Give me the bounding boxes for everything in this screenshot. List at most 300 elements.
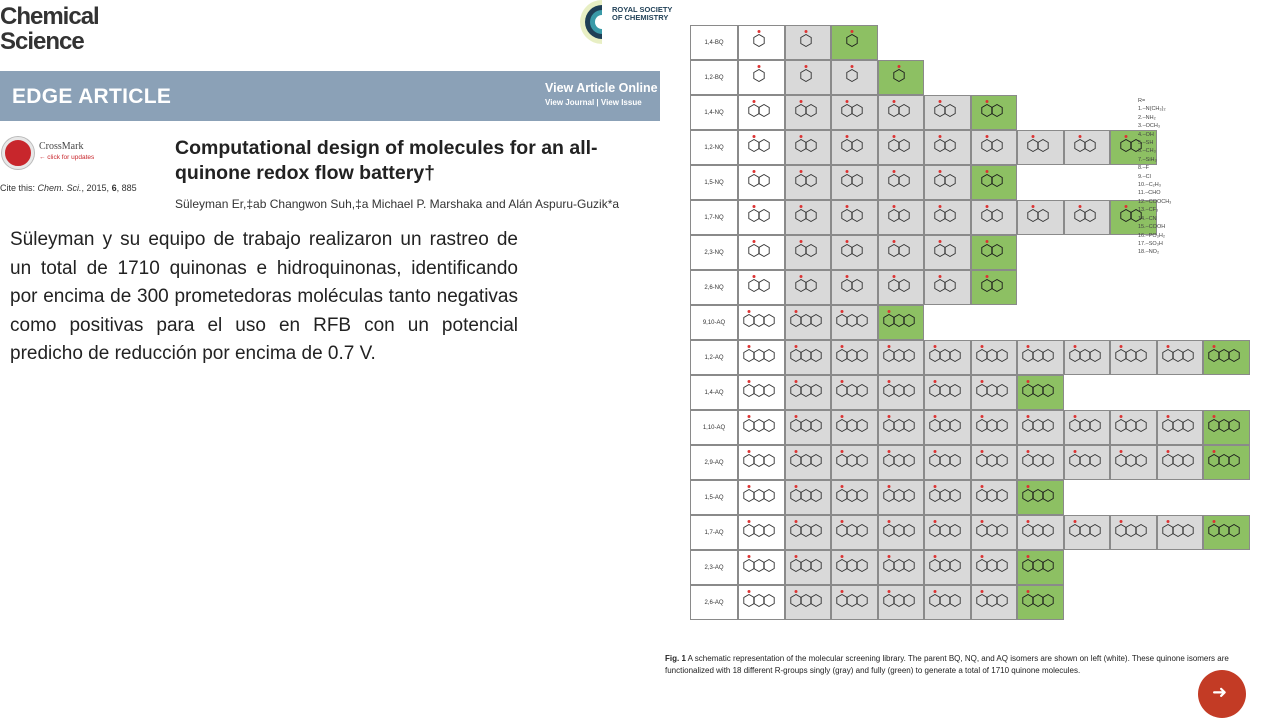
parent-molecule-cell — [738, 305, 785, 340]
molecule-structure-icon — [977, 273, 1011, 302]
molecule-structure-icon — [1018, 553, 1062, 582]
row-label: 2,6-AQ — [690, 585, 738, 620]
molecule-structure-icon — [786, 308, 830, 337]
molecule-structure-icon — [1065, 413, 1109, 442]
molecule-structure-icon — [977, 133, 1011, 162]
r-group-item: 9.–Cl — [1138, 173, 1151, 180]
single-substituted-cell — [924, 235, 971, 270]
crossmark-name: CrossMark — [39, 141, 84, 152]
molecule-structure-icon — [930, 273, 964, 302]
molecule-structure-icon — [1018, 588, 1062, 617]
molecule-structure-icon — [837, 238, 871, 267]
parent-molecule-cell — [738, 515, 785, 550]
single-substituted-cell — [1064, 515, 1111, 550]
single-substituted-cell — [831, 375, 878, 410]
row-label: 2,9-AQ — [690, 445, 738, 480]
single-substituted-cell — [785, 235, 832, 270]
parent-molecule-cell — [738, 165, 785, 200]
single-substituted-cell — [971, 480, 1018, 515]
molecule-structure-icon — [791, 238, 825, 267]
molecule-structure-icon — [786, 343, 830, 372]
single-substituted-cell — [785, 130, 832, 165]
molecule-structure-icon — [1204, 413, 1248, 442]
citation — [0, 183, 137, 193]
single-substituted-cell — [924, 340, 971, 375]
row-label: 1,5-NQ — [690, 165, 738, 200]
fully-substituted-cell — [1203, 445, 1250, 480]
r-group-item: 13.–CF₃ — [1138, 207, 1159, 214]
molecule-structure-icon — [739, 413, 783, 442]
molecule-structure-icon — [925, 483, 969, 512]
molecule-structure-icon — [1023, 133, 1057, 162]
fully-substituted-cell — [1203, 410, 1250, 445]
single-substituted-cell — [785, 95, 832, 130]
molecule-structure-icon — [925, 518, 969, 547]
crossmark-badge[interactable] — [2, 137, 112, 173]
molecule-structure-icon — [1018, 483, 1062, 512]
molecule-structure-icon — [786, 448, 830, 477]
molecule-structure-icon — [1158, 343, 1202, 372]
fully-substituted-cell — [971, 270, 1018, 305]
single-substituted-cell — [1017, 515, 1064, 550]
view-journal-issue-links[interactable]: View Journal | View Issue — [545, 98, 642, 107]
molecule-structure-icon — [930, 168, 964, 197]
molecule-structure-icon — [879, 483, 923, 512]
molecule-structure-icon — [837, 203, 871, 232]
molecule-structure-icon — [925, 448, 969, 477]
molecule-structure-icon — [879, 448, 923, 477]
molecule-structure-icon — [832, 518, 876, 547]
molecule-structure-icon — [1018, 378, 1062, 407]
parent-molecule-cell — [738, 585, 785, 620]
row-label: 1,4-BQ — [690, 25, 738, 60]
row-label: 1,2-NQ — [690, 130, 738, 165]
molecule-structure-icon — [739, 588, 783, 617]
single-substituted-cell — [924, 165, 971, 200]
single-substituted-cell — [831, 515, 878, 550]
single-substituted-cell — [1017, 200, 1064, 235]
publisher-logo — [576, 0, 686, 52]
single-substituted-cell — [831, 165, 878, 200]
molecule-structure-icon — [884, 168, 918, 197]
molecule-structure-icon — [791, 203, 825, 232]
single-substituted-cell — [924, 270, 971, 305]
fully-substituted-cell — [1017, 375, 1064, 410]
single-substituted-cell — [924, 130, 971, 165]
molecule-structure-icon — [832, 308, 876, 337]
fully-substituted-cell — [878, 60, 925, 95]
single-substituted-cell — [878, 550, 925, 585]
molecule-structure-icon — [972, 553, 1016, 582]
single-substituted-cell — [785, 60, 832, 95]
single-substituted-cell — [971, 410, 1018, 445]
molecule-structure-icon — [744, 98, 778, 127]
row-label: 1,7-NQ — [690, 200, 738, 235]
single-substituted-cell — [1064, 410, 1111, 445]
r-group-item: 14.–CN — [1138, 215, 1157, 222]
journal-name-line1: Chemical — [0, 3, 99, 30]
single-substituted-cell — [971, 375, 1018, 410]
single-substituted-cell — [971, 445, 1018, 480]
single-substituted-cell — [924, 410, 971, 445]
parent-molecule-cell — [738, 235, 785, 270]
molecule-structure-icon — [889, 63, 913, 92]
single-substituted-cell — [831, 550, 878, 585]
molecule-structure-icon — [972, 378, 1016, 407]
row-label: 2,6-NQ — [690, 270, 738, 305]
molecule-structure-icon — [1204, 343, 1248, 372]
molecule-structure-icon — [832, 378, 876, 407]
molecule-structure-icon — [879, 588, 923, 617]
molecule-structure-icon — [1018, 413, 1062, 442]
molecule-structure-icon — [744, 168, 778, 197]
single-substituted-cell — [785, 270, 832, 305]
single-substituted-cell — [1064, 130, 1111, 165]
molecule-structure-icon — [1111, 413, 1155, 442]
r-group-item: 6.–CH₃ — [1138, 148, 1156, 155]
molecule-structure-icon — [1111, 448, 1155, 477]
single-substituted-cell — [785, 305, 832, 340]
single-substituted-cell — [924, 515, 971, 550]
crossmark-icon — [2, 137, 34, 169]
single-substituted-cell — [1157, 410, 1204, 445]
molecule-structure-icon — [925, 588, 969, 617]
parent-molecule-cell — [738, 340, 785, 375]
caption-label: Fig. 1 — [665, 654, 686, 663]
single-substituted-cell — [1064, 340, 1111, 375]
figure-caption — [665, 653, 1255, 677]
molecule-structure-icon — [930, 238, 964, 267]
single-substituted-cell — [1110, 445, 1157, 480]
single-substituted-cell — [971, 550, 1018, 585]
single-substituted-cell — [785, 585, 832, 620]
single-substituted-cell — [1110, 340, 1157, 375]
molecule-structure-icon — [786, 553, 830, 582]
single-substituted-cell — [924, 445, 971, 480]
fully-substituted-cell — [1203, 340, 1250, 375]
rsc-emblem-icon — [576, 0, 616, 52]
molecule-structure-icon — [930, 203, 964, 232]
molecule-structure-icon — [739, 448, 783, 477]
r-group-item: 17.–SO₃H — [1138, 240, 1163, 247]
single-substituted-cell — [785, 165, 832, 200]
molecule-structure-icon — [744, 133, 778, 162]
single-substituted-cell — [878, 165, 925, 200]
molecule-structure-icon — [1158, 413, 1202, 442]
molecule-structure-icon — [739, 308, 783, 337]
fully-substituted-cell — [1203, 515, 1250, 550]
single-substituted-cell — [971, 515, 1018, 550]
single-substituted-cell — [831, 200, 878, 235]
single-substituted-cell — [831, 585, 878, 620]
molecule-structure-icon — [1204, 518, 1248, 547]
single-substituted-cell — [785, 340, 832, 375]
fully-substituted-cell — [971, 235, 1018, 270]
single-substituted-cell — [1064, 200, 1111, 235]
molecule-structure-icon — [925, 378, 969, 407]
r-group-item: 11.–CHO — [1138, 190, 1161, 197]
molecule-structure-icon — [837, 98, 871, 127]
molecule-structure-icon — [930, 133, 964, 162]
row-label: 1,2-BQ — [690, 60, 738, 95]
single-substituted-cell — [878, 445, 925, 480]
molecule-structure-icon — [879, 343, 923, 372]
molecule-structure-icon — [925, 413, 969, 442]
molecule-structure-icon — [796, 28, 820, 57]
journal-name — [0, 4, 99, 54]
molecule-structure-icon — [791, 133, 825, 162]
single-substituted-cell — [831, 480, 878, 515]
r-group-item: 4.–OH — [1138, 131, 1154, 138]
article-type-banner — [0, 71, 660, 121]
molecule-structure-icon — [786, 588, 830, 617]
molecule-structure-icon — [1065, 448, 1109, 477]
single-substituted-cell — [878, 130, 925, 165]
parent-molecule-cell — [738, 550, 785, 585]
single-substituted-cell — [1157, 515, 1204, 550]
single-substituted-cell — [785, 25, 832, 60]
molecule-structure-icon — [837, 133, 871, 162]
molecule-structure-icon — [879, 413, 923, 442]
single-substituted-cell — [878, 340, 925, 375]
molecule-structure-icon — [786, 518, 830, 547]
single-substituted-cell — [785, 550, 832, 585]
molecule-structure-icon — [972, 448, 1016, 477]
molecule-structure-icon — [744, 203, 778, 232]
molecule-structure-icon — [884, 238, 918, 267]
molecule-structure-icon — [1070, 133, 1104, 162]
molecule-structure-icon — [972, 483, 1016, 512]
crossmark-subtitle: ← click for updates — [39, 154, 95, 161]
molecule-structure-icon — [879, 553, 923, 582]
single-substituted-cell — [785, 375, 832, 410]
molecule-structure-icon — [977, 203, 1011, 232]
molecule-structure-icon — [832, 413, 876, 442]
molecule-structure-icon — [1065, 343, 1109, 372]
single-substituted-cell — [971, 340, 1018, 375]
molecule-structure-icon — [1158, 518, 1202, 547]
single-substituted-cell — [878, 200, 925, 235]
single-substituted-cell — [924, 95, 971, 130]
molecule-structure-icon — [972, 343, 1016, 372]
fully-substituted-cell — [1017, 550, 1064, 585]
parent-molecule-cell — [738, 95, 785, 130]
molecule-structure-icon — [791, 273, 825, 302]
molecule-structure-icon — [1111, 343, 1155, 372]
fully-substituted-cell — [971, 165, 1018, 200]
slide-body-text: Süleyman y su equipo de trabajo realizaron un rastreo de un total de 1710 quinonas e hidroquinonas, identificando por encima de 300 prometedoras moléculas tanto negativas como positivas para el uso en RFB con un potencial predicho de reducción por encima de 0.7 V. — [10, 229, 518, 364]
molecule-structure-icon — [925, 343, 969, 372]
molecule-structure-icon — [972, 588, 1016, 617]
r-group-item: 7.–SiH₃ — [1138, 156, 1157, 163]
r-group-item: 18.–NO₂ — [1138, 249, 1160, 256]
row-label: 1,4-NQ — [690, 95, 738, 130]
molecule-structure-icon — [739, 553, 783, 582]
r-group-item: 8.–F — [1138, 165, 1150, 172]
molecule-structure-icon — [832, 343, 876, 372]
single-substituted-cell — [785, 200, 832, 235]
banner-links — [545, 81, 660, 107]
r-group-item: 3.–OCH₃ — [1138, 123, 1161, 130]
journal-name-line2: Science — [0, 28, 84, 55]
single-substituted-cell — [878, 480, 925, 515]
single-substituted-cell — [1017, 445, 1064, 480]
single-substituted-cell — [1157, 340, 1204, 375]
banner-title: EDGE ARTICLE — [12, 85, 172, 108]
single-substituted-cell — [1017, 340, 1064, 375]
molecule-structure-icon — [977, 168, 1011, 197]
molecule-structure-icon — [879, 308, 923, 337]
fully-substituted-cell — [878, 305, 925, 340]
single-substituted-cell — [971, 200, 1018, 235]
single-substituted-cell — [785, 410, 832, 445]
single-substituted-cell — [924, 550, 971, 585]
molecule-structure-icon — [832, 553, 876, 582]
fully-substituted-cell — [971, 95, 1018, 130]
molecule-structure-icon — [749, 28, 773, 57]
parent-molecule-cell — [738, 25, 785, 60]
molecule-structure-icon — [739, 483, 783, 512]
molecule-structure-icon — [972, 413, 1016, 442]
molecule-structure-icon — [1023, 203, 1057, 232]
molecule-structure-icon — [884, 203, 918, 232]
molecule-structure-icon — [884, 98, 918, 127]
row-label: 1,10-AQ — [690, 410, 738, 445]
single-substituted-cell — [971, 585, 1018, 620]
single-substituted-cell — [831, 235, 878, 270]
molecule-structure-icon — [739, 518, 783, 547]
r-group-list — [1138, 97, 1171, 257]
molecule-structure-icon — [1070, 203, 1104, 232]
single-substituted-cell — [878, 375, 925, 410]
molecule-structure-icon — [796, 63, 820, 92]
r-group-item: R= — [1138, 98, 1146, 104]
molecule-structure-icon — [842, 63, 866, 92]
single-substituted-cell — [878, 235, 925, 270]
molecule-structure-icon — [930, 98, 964, 127]
parent-molecule-cell — [738, 375, 785, 410]
row-label: 1,7-AQ — [690, 515, 738, 550]
single-substituted-cell — [1110, 410, 1157, 445]
molecule-structure-icon — [837, 168, 871, 197]
row-label: 1,5-AQ — [690, 480, 738, 515]
single-substituted-cell — [878, 410, 925, 445]
molecule-structure-icon — [1018, 448, 1062, 477]
single-substituted-cell — [831, 60, 878, 95]
molecule-structure-icon — [749, 63, 773, 92]
single-substituted-cell — [924, 585, 971, 620]
single-substituted-cell — [924, 375, 971, 410]
single-substituted-cell — [831, 95, 878, 130]
molecule-structure-icon — [786, 413, 830, 442]
arrow-icon: ➜ — [1212, 682, 1228, 702]
molecule-structure-icon — [744, 238, 778, 267]
single-substituted-cell — [831, 410, 878, 445]
parent-molecule-cell — [738, 445, 785, 480]
r-group-item: 16.–PO₃H₂ — [1138, 232, 1165, 239]
molecule-structure-icon — [1065, 518, 1109, 547]
cite-volume: 6 — [111, 183, 117, 193]
molecule-structure-icon — [1111, 518, 1155, 547]
single-substituted-cell — [924, 480, 971, 515]
fully-substituted-cell — [831, 25, 878, 60]
publisher-name-line1: ROYAL SOCIETY — [612, 5, 673, 14]
parent-molecule-cell — [738, 130, 785, 165]
single-substituted-cell — [831, 340, 878, 375]
parent-molecule-cell — [738, 60, 785, 95]
view-article-online-link[interactable]: View Article Online — [545, 81, 658, 95]
molecule-structure-icon — [842, 28, 866, 57]
row-label: 1,4-AQ — [690, 375, 738, 410]
molecule-structure-icon — [791, 168, 825, 197]
molecule-structure-icon — [884, 273, 918, 302]
molecule-structure-icon — [972, 518, 1016, 547]
single-substituted-cell — [1064, 445, 1111, 480]
molecule-structure-icon — [791, 98, 825, 127]
next-slide-button[interactable] — [1198, 670, 1246, 718]
single-substituted-cell — [878, 515, 925, 550]
single-substituted-cell — [785, 480, 832, 515]
single-substituted-cell — [785, 515, 832, 550]
cite-page: , 885 — [116, 183, 137, 193]
fully-substituted-cell — [1017, 585, 1064, 620]
parent-molecule-cell — [738, 410, 785, 445]
molecule-structure-icon — [744, 273, 778, 302]
cite-journal: Chem. Sci. — [37, 183, 82, 193]
molecule-structure-icon — [832, 483, 876, 512]
parent-molecule-cell — [738, 270, 785, 305]
molecule-structure-icon — [786, 378, 830, 407]
publisher-name — [612, 6, 672, 22]
cite-prefix: Cite this: — [0, 183, 38, 193]
publisher-name-line2: OF CHEMISTRY — [612, 13, 669, 22]
molecule-structure-icon — [832, 448, 876, 477]
r-group-item: 5.–SH — [1138, 140, 1154, 147]
molecule-structure-icon — [1204, 448, 1248, 477]
r-group-item: 12.–COOCH₃ — [1138, 198, 1172, 205]
molecule-structure-icon — [1018, 343, 1062, 372]
article-authors: Süleyman Er,‡ab Changwon Suh,‡a Michael P. Marshaka and Alán Aspuru-Guzik*a — [175, 197, 620, 211]
molecule-structure-icon — [879, 518, 923, 547]
single-substituted-cell — [971, 130, 1018, 165]
article-title: Computational design of molecules for an all-quinone redox flow battery† — [175, 137, 598, 184]
molecule-structure-icon — [925, 553, 969, 582]
single-substituted-cell — [1017, 130, 1064, 165]
molecule-structure-icon — [879, 378, 923, 407]
molecule-structure-icon — [739, 378, 783, 407]
fully-substituted-cell — [1017, 480, 1064, 515]
row-label: 1,2-AQ — [690, 340, 738, 375]
parent-molecule-cell — [738, 200, 785, 235]
cite-year: , 2015, — [81, 183, 112, 193]
single-substituted-cell — [1110, 515, 1157, 550]
r-group-item: 1.–N(CH₃)₂ — [1138, 106, 1166, 113]
molecule-structure-icon — [837, 273, 871, 302]
single-substituted-cell — [1157, 445, 1204, 480]
molecule-structure-icon — [1018, 518, 1062, 547]
single-substituted-cell — [924, 200, 971, 235]
molecule-structure-icon — [786, 483, 830, 512]
single-substituted-cell — [785, 445, 832, 480]
single-substituted-cell — [878, 270, 925, 305]
r-group-item: 15.–COOH — [1138, 224, 1166, 231]
molecule-structure-icon — [832, 588, 876, 617]
r-group-item: 10.–C₂H₃ — [1138, 182, 1162, 189]
single-substituted-cell — [878, 95, 925, 130]
molecule-structure-icon — [884, 133, 918, 162]
row-label: 9,10-AQ — [690, 305, 738, 340]
molecule-structure-icon — [977, 238, 1011, 267]
